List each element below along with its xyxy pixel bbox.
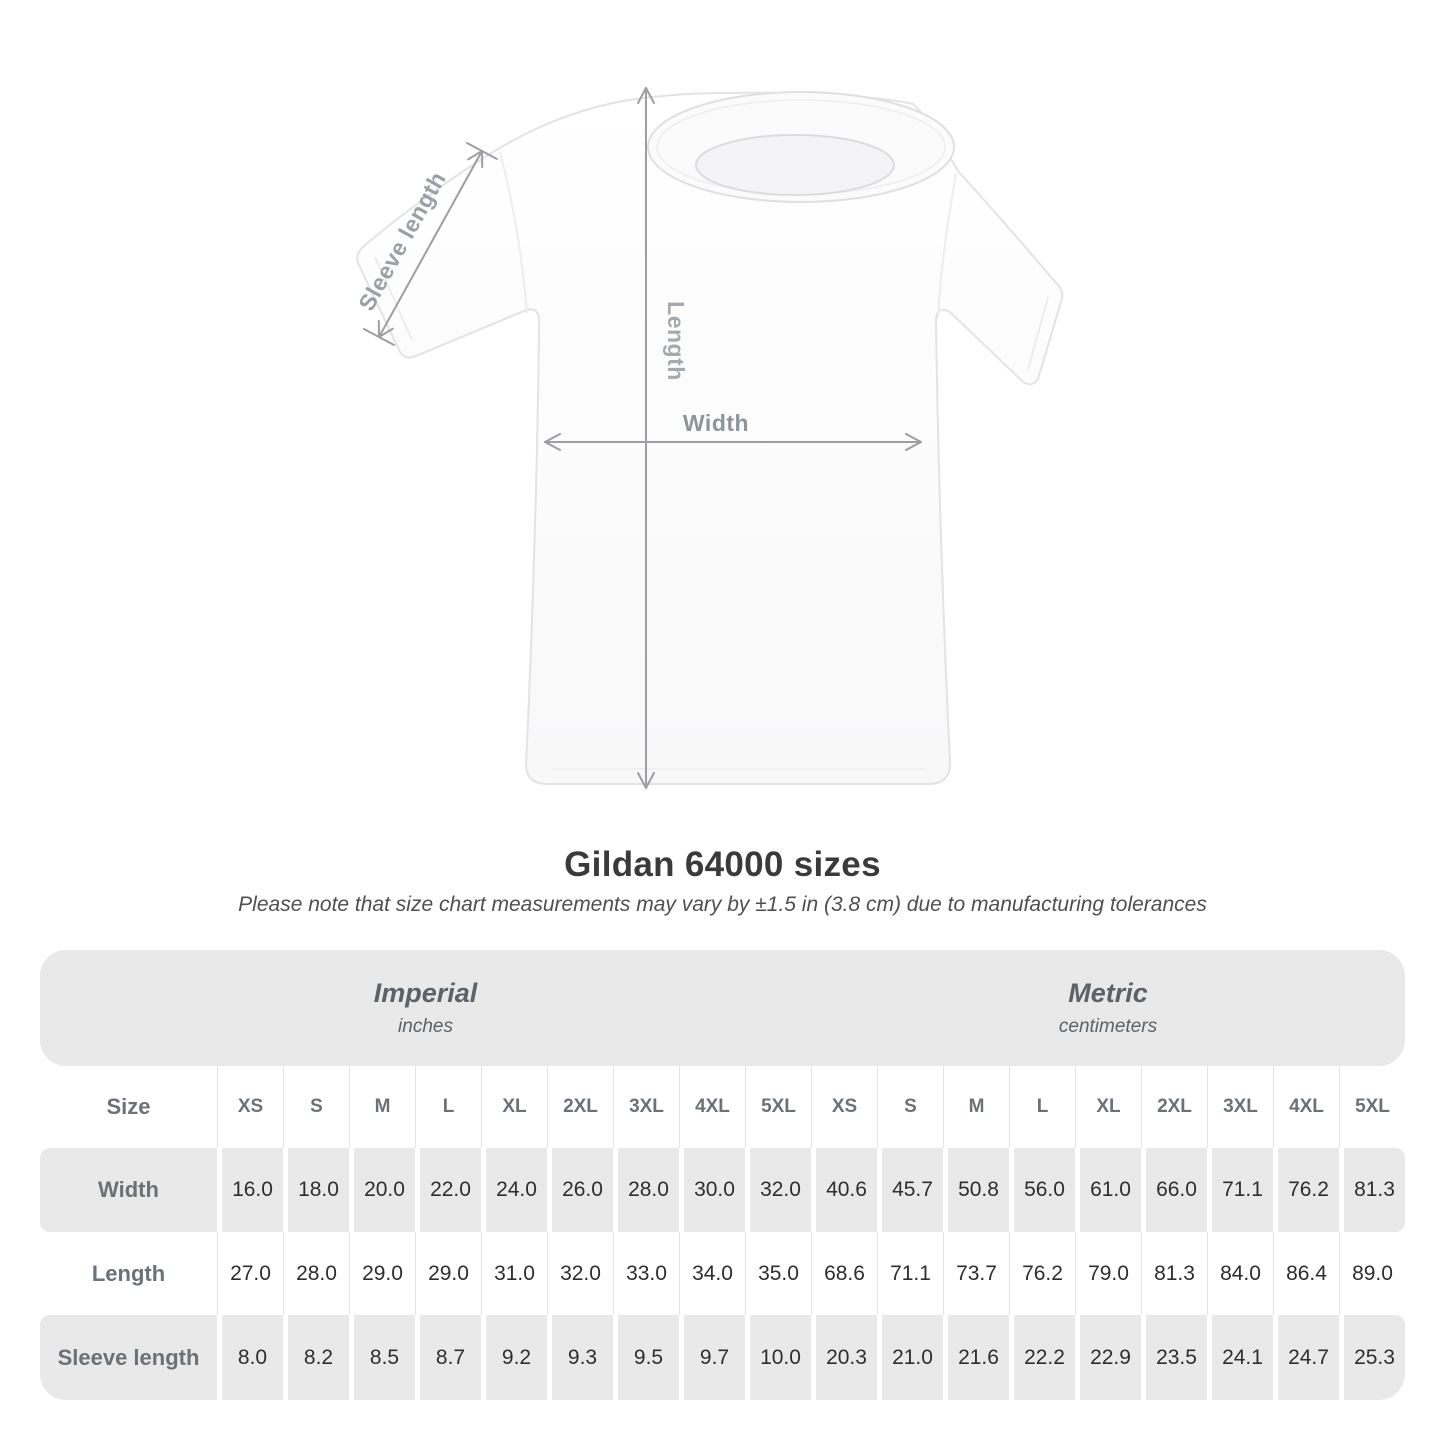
tshirt-collar <box>648 92 954 202</box>
width-value-cell: 71.1 <box>1207 1148 1273 1232</box>
size-header-cell: S <box>283 1066 349 1148</box>
length-value-cell: 35.0 <box>745 1232 811 1315</box>
page-title: Gildan 64000 sizes <box>564 845 881 884</box>
sleeve-value-cell: 24.1 <box>1207 1315 1273 1400</box>
width-value-cell: 22.0 <box>415 1148 481 1232</box>
width-value-cell: 45.7 <box>877 1148 943 1232</box>
length-value-cell: 33.0 <box>613 1232 679 1315</box>
length-value-cell: 89.0 <box>1339 1232 1405 1315</box>
length-value-cell: 29.0 <box>415 1232 481 1315</box>
width-value-cell: 81.3 <box>1339 1148 1405 1232</box>
width-value-cell: 24.0 <box>481 1148 547 1232</box>
row-label-width: Width <box>40 1148 217 1232</box>
length-value-cell: 68.6 <box>811 1232 877 1315</box>
size-header-cell: 3XL <box>613 1066 679 1148</box>
metric-group-name: Metric <box>1068 978 1148 1008</box>
sleeve-value-cell: 9.7 <box>679 1315 745 1400</box>
size-header-cell: XL <box>1075 1066 1141 1148</box>
length-value-cell: 27.0 <box>217 1232 283 1315</box>
sleeve-value-cell: 22.9 <box>1075 1315 1141 1400</box>
unit-group-header <box>40 950 1405 1066</box>
length-value-cell: 81.3 <box>1141 1232 1207 1315</box>
size-header-cell: L <box>415 1066 481 1148</box>
imperial-group-header <box>40 950 811 1066</box>
width-value-cell: 76.2 <box>1273 1148 1339 1232</box>
imperial-group-name: Imperial <box>373 978 478 1008</box>
imperial-group-unit: inches <box>398 1016 453 1037</box>
table-row-length <box>40 1232 1405 1315</box>
size-header-cell: L <box>1009 1066 1075 1148</box>
size-header-cell: M <box>349 1066 415 1148</box>
sleeve-value-cell: 21.0 <box>877 1315 943 1400</box>
table-row-width <box>40 1148 1405 1232</box>
size-header-cell: 5XL <box>745 1066 811 1148</box>
sleeve-length-label: Sleeve length <box>353 167 451 316</box>
row-label-sleeve-length: Sleeve length <box>40 1315 217 1400</box>
sleeve-value-cell: 25.3 <box>1339 1315 1405 1400</box>
size-table <box>40 950 1405 1400</box>
tolerance-note: Please note that size chart measurements may vary by ±1.5 in (3.8 cm) due to manufacturing tolerances <box>238 893 1207 916</box>
sleeve-value-cell: 22.2 <box>1009 1315 1075 1400</box>
table-row-sleeve-length <box>40 1315 1405 1400</box>
length-value-cell: 73.7 <box>943 1232 1009 1315</box>
sleeve-value-cell: 8.5 <box>349 1315 415 1400</box>
width-value-cell: 28.0 <box>613 1148 679 1232</box>
size-header-cell: 5XL <box>1339 1066 1405 1148</box>
size-header-cell: 2XL <box>1141 1066 1207 1148</box>
sleeve-value-cell: 9.2 <box>481 1315 547 1400</box>
size-header-cell: XS <box>217 1066 283 1148</box>
size-header-row <box>40 1066 1405 1148</box>
width-value-cell: 26.0 <box>547 1148 613 1232</box>
sleeve-value-cell: 21.6 <box>943 1315 1009 1400</box>
length-value-cell: 79.0 <box>1075 1232 1141 1315</box>
tshirt-graphic <box>357 92 1062 784</box>
width-value-cell: 66.0 <box>1141 1148 1207 1232</box>
width-value-cell: 40.6 <box>811 1148 877 1232</box>
width-value-cell: 30.0 <box>679 1148 745 1232</box>
sleeve-value-cell: 23.5 <box>1141 1315 1207 1400</box>
width-value-cell: 18.0 <box>283 1148 349 1232</box>
length-value-cell: 76.2 <box>1009 1232 1075 1315</box>
sleeve-value-cell: 9.3 <box>547 1315 613 1400</box>
sleeve-value-cell: 9.5 <box>613 1315 679 1400</box>
size-header-cell: XL <box>481 1066 547 1148</box>
sleeve-value-cell: 8.7 <box>415 1315 481 1400</box>
width-value-cell: 32.0 <box>745 1148 811 1232</box>
metric-group-unit: centimeters <box>1058 1016 1158 1037</box>
metric-group-header <box>811 950 1405 1066</box>
sleeve-value-cell: 8.0 <box>217 1315 283 1400</box>
size-header-cell: 2XL <box>547 1066 613 1148</box>
width-label: Width <box>682 410 750 436</box>
length-value-cell: 29.0 <box>349 1232 415 1315</box>
size-header-cell: XS <box>811 1066 877 1148</box>
length-value-cell: 71.1 <box>877 1232 943 1315</box>
size-header-cell: 4XL <box>1273 1066 1339 1148</box>
size-header-cell: 3XL <box>1207 1066 1273 1148</box>
length-value-cell: 34.0 <box>679 1232 745 1315</box>
length-value-cell: 32.0 <box>547 1232 613 1315</box>
width-value-cell: 56.0 <box>1009 1148 1075 1232</box>
width-value-cell: 50.8 <box>943 1148 1009 1232</box>
size-header-cell: M <box>943 1066 1009 1148</box>
width-value-cell: 61.0 <box>1075 1148 1141 1232</box>
sleeve-value-cell: 8.2 <box>283 1315 349 1400</box>
sleeve-value-cell: 24.7 <box>1273 1315 1339 1400</box>
row-label-length: Length <box>91 1260 166 1286</box>
length-value-cell: 31.0 <box>481 1232 547 1315</box>
size-column-label: Size <box>106 1094 151 1119</box>
size-header-cell: S <box>877 1066 943 1148</box>
width-value-cell: 16.0 <box>217 1148 283 1232</box>
length-value-cell: 28.0 <box>283 1232 349 1315</box>
sleeve-value-cell: 10.0 <box>745 1315 811 1400</box>
length-label: Length <box>663 301 689 381</box>
length-value-cell: 86.4 <box>1273 1232 1339 1315</box>
size-header-cell: 4XL <box>679 1066 745 1148</box>
sleeve-value-cell: 20.3 <box>811 1315 877 1400</box>
width-value-cell: 20.0 <box>349 1148 415 1232</box>
length-value-cell: 84.0 <box>1207 1232 1273 1315</box>
